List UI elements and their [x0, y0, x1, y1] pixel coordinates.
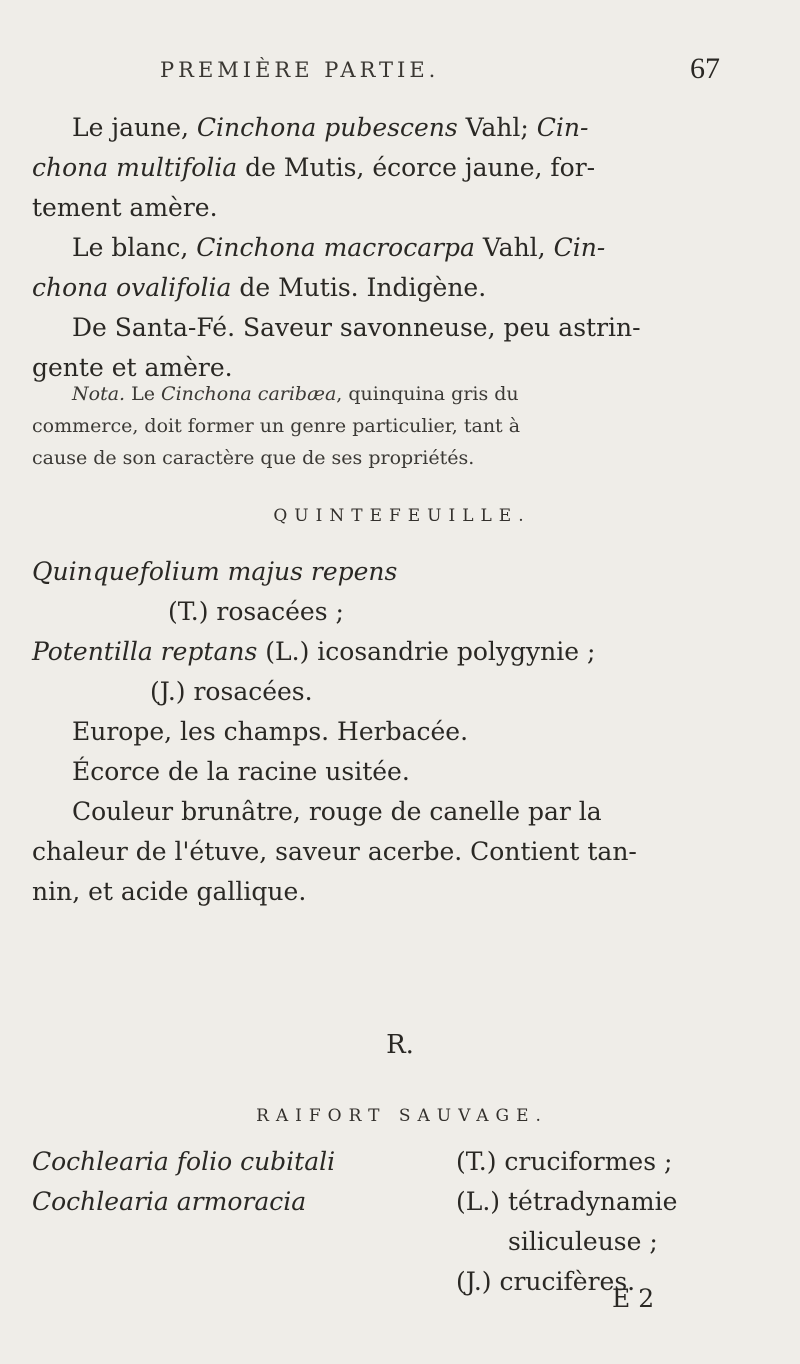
text-line: De Santa-Fé. Saveur savonneuse, peu astrin- [72, 313, 641, 342]
text-line: Cochlearia armoracia (L.) tétradynamie [32, 1187, 678, 1216]
text-line: (J.) rosacées. [150, 677, 313, 706]
text-line: (J.) crucifères. [456, 1267, 636, 1296]
text-line: commerce, doit former un genre particulier, tant à [32, 415, 521, 437]
text-line: tement amère. [32, 193, 218, 222]
section-letter: R. [386, 1030, 414, 1060]
text-line: siliculeuse ; [508, 1227, 658, 1256]
page-number: 67 [690, 52, 720, 85]
raifort-block [32, 1142, 772, 1302]
text-line: chona ovalifolia de Mutis. Indigène. [32, 273, 487, 302]
text-line: (T.) rosacées ; [168, 597, 344, 626]
text-line: Écorce de la racine usitée. [72, 757, 410, 786]
text-line: Quinquefolium majus repens [32, 557, 398, 586]
text-line: Le blanc, Cinchona macrocarpa Vahl, Cin- [72, 233, 606, 262]
nota-block [32, 378, 772, 474]
text-line: Europe, les champs. Herbacée. [72, 717, 469, 746]
page-header [70, 50, 720, 94]
cinchona-block [32, 108, 772, 388]
text-line: chaleur de l'étuve, saveur acerbe. Contient tan- [32, 837, 637, 866]
text-line: Le jaune, Cinchona pubescens Vahl; Cin- [72, 113, 589, 142]
text-line: Nota. Le Cinchona caribæa, quinquina gris du [72, 383, 519, 405]
signature-mark: E 2 [612, 1284, 655, 1313]
running-head: PREMIÈRE PARTIE. [160, 58, 440, 82]
text-line: cause de son caractère que de ses propriétés. [32, 447, 475, 469]
text-line: Cochlearia folio cubitali (T.) cruciformes ; [32, 1147, 673, 1176]
text-line: nin, et acide gallique. [32, 877, 307, 906]
quintefeuille-block [32, 552, 772, 912]
text-line: Couleur brunâtre, rouge de canelle par la [72, 797, 602, 826]
section-heading-quintefeuille: QUINTEFEUILLE. [273, 506, 531, 526]
text-line: Potentilla reptans (L.) icosandrie polygynie ; [32, 637, 596, 666]
text-line: gente et amère. [32, 353, 233, 382]
text-line: chona multifolia de Mutis, écorce jaune, for- [32, 153, 596, 182]
section-heading-raifort: RAIFORT SAUVAGE. [256, 1106, 548, 1126]
